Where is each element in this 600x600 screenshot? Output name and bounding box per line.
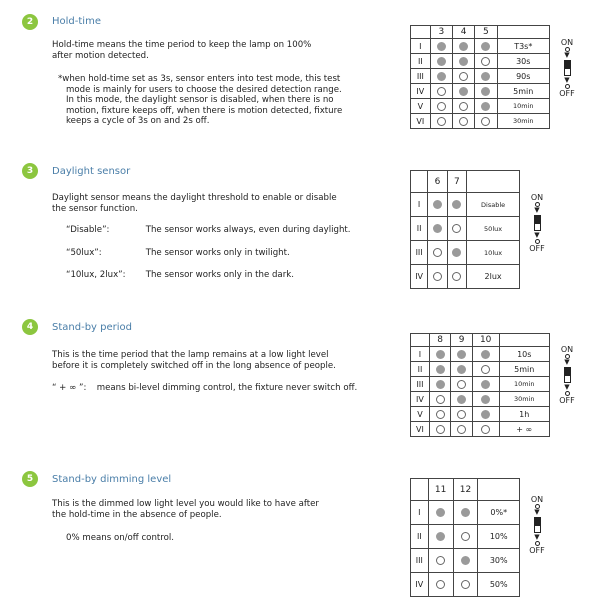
dip-position-cell bbox=[452, 114, 474, 129]
desc-line: Daylight sensor means the daylight threshold to enable or disable bbox=[52, 193, 337, 203]
table-row bbox=[411, 377, 550, 392]
definition-meaning: The sensor works only in the dark. bbox=[145, 270, 294, 280]
setting-value: 30s bbox=[497, 54, 549, 69]
test-mode-note bbox=[58, 74, 388, 127]
table-row bbox=[411, 362, 550, 377]
filled-circle-icon bbox=[437, 72, 446, 81]
arrow-down-icon: ▼ bbox=[534, 206, 540, 214]
section-description bbox=[52, 350, 412, 372]
header-blank-cell bbox=[411, 171, 428, 193]
dip-position-cell bbox=[451, 407, 472, 422]
empty-circle-icon bbox=[459, 117, 468, 126]
dip-position-cell bbox=[452, 99, 474, 114]
empty-circle-icon bbox=[433, 272, 442, 281]
dip-position-cell bbox=[428, 217, 447, 241]
empty-circle-icon bbox=[481, 365, 490, 374]
filled-circle-icon bbox=[452, 248, 461, 257]
empty-circle-icon bbox=[436, 425, 445, 434]
empty-circle-icon bbox=[459, 72, 468, 81]
dip-position-cell bbox=[429, 392, 450, 407]
dip-position-cell bbox=[475, 69, 497, 84]
table-header-row bbox=[411, 26, 550, 39]
filled-circle-icon bbox=[452, 200, 461, 209]
table-row bbox=[411, 573, 520, 597]
filled-circle-icon bbox=[459, 42, 468, 51]
dip-position-cell bbox=[447, 193, 466, 217]
setting-value: 2lux bbox=[467, 265, 520, 289]
filled-circle-icon bbox=[436, 365, 445, 374]
desc-line: the sensor function. bbox=[52, 204, 138, 214]
setting-value: 10min bbox=[497, 99, 549, 114]
filled-circle-icon bbox=[461, 508, 470, 517]
section-description bbox=[52, 40, 392, 62]
filled-circle-icon bbox=[436, 508, 445, 517]
filled-circle-icon bbox=[457, 395, 466, 404]
row-label: IV bbox=[411, 392, 430, 407]
filled-circle-icon bbox=[481, 42, 490, 51]
setting-value: 10lux bbox=[467, 241, 520, 265]
row-label: I bbox=[411, 39, 431, 54]
table-row bbox=[411, 549, 520, 573]
filled-circle-icon bbox=[481, 72, 490, 81]
dip-position-cell bbox=[428, 573, 453, 597]
definition-row bbox=[52, 383, 357, 393]
dip-position-cell bbox=[451, 392, 472, 407]
filled-circle-icon bbox=[436, 532, 445, 541]
table-row bbox=[411, 54, 550, 69]
dip-position-cell bbox=[472, 422, 499, 437]
filled-circle-icon bbox=[433, 224, 442, 233]
table-row bbox=[411, 84, 550, 99]
arrow-down-icon: ▼ bbox=[564, 383, 570, 391]
setting-value: Disable bbox=[467, 193, 520, 217]
table-header-row bbox=[411, 479, 520, 501]
definition-meaning: The sensor works only in twilight. bbox=[145, 248, 290, 258]
dip-position-cell bbox=[447, 265, 466, 289]
table-row bbox=[411, 114, 550, 129]
dip-position-cell bbox=[472, 407, 499, 422]
filled-circle-icon bbox=[433, 200, 442, 209]
off-label: OFF bbox=[559, 89, 575, 98]
row-label: III bbox=[411, 241, 428, 265]
dip-position-cell bbox=[430, 84, 452, 99]
switch-column-header: 8 bbox=[429, 334, 450, 347]
setting-value: 10% bbox=[478, 525, 520, 549]
dip-position-cell bbox=[447, 241, 466, 265]
dip-position-cell bbox=[475, 54, 497, 69]
row-label: II bbox=[411, 217, 428, 241]
arrow-down-icon: ▼ bbox=[534, 533, 540, 541]
dip-position-cell bbox=[451, 362, 472, 377]
row-label: III bbox=[411, 377, 430, 392]
row-label: VI bbox=[411, 422, 430, 437]
section-number-badge: 5 bbox=[22, 471, 38, 487]
toggle-switch-icon bbox=[534, 517, 541, 533]
definition-row bbox=[66, 270, 294, 280]
empty-circle-icon bbox=[461, 580, 470, 589]
definition-term: “50lux”: bbox=[66, 248, 102, 258]
on-label: ON bbox=[560, 345, 574, 354]
setting-value: 1h bbox=[499, 407, 549, 422]
empty-circle-icon bbox=[459, 102, 468, 111]
dip-switch-diagram bbox=[555, 345, 579, 405]
section-title: Hold-time bbox=[52, 16, 101, 27]
empty-circle-icon bbox=[481, 425, 490, 434]
dip-switch-diagram bbox=[525, 193, 549, 253]
dip-switch-diagram bbox=[525, 495, 549, 555]
row-label: IV bbox=[411, 265, 428, 289]
empty-circle-icon bbox=[457, 410, 466, 419]
desc-line: This is the dimmed low light level you would like to have after bbox=[52, 499, 319, 509]
table-row bbox=[411, 99, 550, 114]
definition-row bbox=[66, 248, 290, 258]
empty-circle-icon bbox=[437, 102, 446, 111]
row-label: VI bbox=[411, 114, 431, 129]
table-row bbox=[411, 501, 520, 525]
setting-value: 0%* bbox=[478, 501, 520, 525]
empty-circle-icon bbox=[457, 425, 466, 434]
header-blank-cell bbox=[478, 479, 520, 501]
dip-position-cell bbox=[428, 525, 453, 549]
empty-circle-icon bbox=[461, 532, 470, 541]
definition-term: “ + ∞ ”: bbox=[52, 383, 87, 393]
section-number-badge: 3 bbox=[22, 163, 38, 179]
setting-value: 5min bbox=[499, 362, 549, 377]
dip-position-cell bbox=[451, 347, 472, 362]
header-blank-cell bbox=[411, 334, 430, 347]
toggle-switch-icon bbox=[564, 60, 571, 76]
dip-position-cell bbox=[428, 193, 447, 217]
header-blank-cell bbox=[467, 171, 520, 193]
row-label: I bbox=[411, 501, 429, 525]
desc-line: This is the time period that the lamp remains at a low light level bbox=[52, 350, 329, 360]
arrow-down-icon: ▼ bbox=[534, 231, 540, 239]
dip-position-cell bbox=[429, 347, 450, 362]
dip-position-cell bbox=[453, 549, 478, 573]
daylight-switch-table bbox=[410, 170, 520, 289]
standby-dimming-switch-table bbox=[410, 478, 520, 597]
table-row bbox=[411, 217, 520, 241]
row-label: V bbox=[411, 99, 431, 114]
empty-circle-icon bbox=[481, 57, 490, 66]
table-row bbox=[411, 407, 550, 422]
definition-row bbox=[66, 225, 351, 235]
dip-position-cell bbox=[447, 217, 466, 241]
section-number-badge: 4 bbox=[22, 319, 38, 335]
switch-column-header: 11 bbox=[428, 479, 453, 501]
table-row bbox=[411, 392, 550, 407]
note-line: *when hold-time set as 3s, sensor enters into test mode, this test bbox=[58, 74, 341, 84]
note-line: keeps a cycle of 3s on and 2s off. bbox=[66, 116, 210, 126]
row-label: IV bbox=[411, 84, 431, 99]
dip-position-cell bbox=[430, 54, 452, 69]
setting-value: 50% bbox=[478, 573, 520, 597]
desc-line: after motion detected. bbox=[52, 51, 149, 61]
row-label: V bbox=[411, 407, 430, 422]
definition-term: “Disable”: bbox=[66, 225, 110, 235]
dip-position-cell bbox=[428, 241, 447, 265]
arrow-down-icon: ▼ bbox=[534, 508, 540, 516]
empty-circle-icon bbox=[481, 117, 490, 126]
empty-circle-icon bbox=[437, 117, 446, 126]
arrow-down-icon: ▼ bbox=[564, 51, 570, 59]
table-row bbox=[411, 525, 520, 549]
empty-circle-icon bbox=[452, 224, 461, 233]
table-row bbox=[411, 69, 550, 84]
row-label: I bbox=[411, 193, 428, 217]
row-label: IV bbox=[411, 573, 429, 597]
filled-circle-icon bbox=[437, 42, 446, 51]
header-blank-cell bbox=[499, 334, 549, 347]
switch-column-header: 7 bbox=[447, 171, 466, 193]
dip-position-cell bbox=[429, 407, 450, 422]
toggle-switch-icon bbox=[534, 215, 541, 231]
dip-position-cell bbox=[452, 54, 474, 69]
setting-value: 30% bbox=[478, 549, 520, 573]
table-header-row bbox=[411, 334, 550, 347]
dip-position-cell bbox=[428, 501, 453, 525]
switch-column-header: 9 bbox=[451, 334, 472, 347]
row-label: III bbox=[411, 549, 429, 573]
dip-position-cell bbox=[472, 392, 499, 407]
section-number-badge: 2 bbox=[22, 14, 38, 30]
table-row bbox=[411, 39, 550, 54]
row-label: II bbox=[411, 362, 430, 377]
dip-position-cell bbox=[430, 114, 452, 129]
dip-position-cell bbox=[475, 114, 497, 129]
dip-position-cell bbox=[429, 362, 450, 377]
section-description bbox=[52, 193, 392, 215]
filled-circle-icon bbox=[437, 57, 446, 66]
dip-position-cell bbox=[475, 84, 497, 99]
setting-value: 30min bbox=[499, 392, 549, 407]
filled-circle-icon bbox=[481, 395, 490, 404]
dip-position-cell bbox=[472, 362, 499, 377]
filled-circle-icon bbox=[459, 87, 468, 96]
dip-position-cell bbox=[453, 573, 478, 597]
empty-circle-icon bbox=[436, 580, 445, 589]
dip-position-cell bbox=[429, 377, 450, 392]
empty-circle-icon bbox=[436, 410, 445, 419]
switch-column-header: 6 bbox=[428, 171, 447, 193]
arrow-down-icon: ▼ bbox=[564, 76, 570, 84]
dip-position-cell bbox=[451, 377, 472, 392]
dip-position-cell bbox=[430, 39, 452, 54]
hold-time-switch-table bbox=[410, 25, 550, 129]
empty-circle-icon bbox=[452, 272, 461, 281]
table-row bbox=[411, 241, 520, 265]
desc-line: the hold-time in the absence of people. bbox=[52, 510, 222, 520]
note-line: mode is mainly for users to choose the desired detection range. bbox=[66, 84, 342, 95]
arrow-down-icon: ▼ bbox=[564, 358, 570, 366]
header-blank-cell bbox=[411, 26, 431, 39]
filled-circle-icon bbox=[481, 350, 490, 359]
empty-circle-icon bbox=[433, 248, 442, 257]
table-header-row bbox=[411, 171, 520, 193]
filled-circle-icon bbox=[481, 380, 490, 389]
off-label: OFF bbox=[529, 546, 545, 555]
desc-line: before it is completely switched off in the long absence of people. bbox=[52, 361, 336, 371]
dip-position-cell bbox=[430, 99, 452, 114]
filled-circle-icon bbox=[481, 410, 490, 419]
empty-circle-icon bbox=[457, 380, 466, 389]
setting-value: 50lux bbox=[467, 217, 520, 241]
filled-circle-icon bbox=[436, 380, 445, 389]
off-label: OFF bbox=[529, 244, 545, 253]
definition-meaning: The sensor works always, even during daylight. bbox=[145, 225, 351, 235]
table-row bbox=[411, 422, 550, 437]
on-label: ON bbox=[530, 193, 544, 202]
note-line: In this mode, the daylight sensor is disabled, when there is no bbox=[66, 95, 334, 105]
table-row bbox=[411, 265, 520, 289]
dip-position-cell bbox=[472, 377, 499, 392]
row-label: III bbox=[411, 69, 431, 84]
section-title: Stand-by dimming level bbox=[52, 474, 172, 485]
filled-circle-icon bbox=[481, 102, 490, 111]
dip-position-cell bbox=[430, 69, 452, 84]
dip-position-cell bbox=[472, 347, 499, 362]
extra-note: 0% means on/off control. bbox=[66, 533, 174, 543]
setting-value: + ∞ bbox=[499, 422, 549, 437]
setting-value: 10s bbox=[499, 347, 549, 362]
table-row bbox=[411, 193, 520, 217]
on-label: ON bbox=[560, 38, 574, 47]
switch-column-header: 5 bbox=[475, 26, 497, 39]
note-line: motion, fixture keeps off, when there is motion detected, fixture bbox=[66, 105, 343, 116]
filled-circle-icon bbox=[457, 350, 466, 359]
dip-position-cell bbox=[452, 69, 474, 84]
switch-column-header: 12 bbox=[453, 479, 478, 501]
filled-circle-icon bbox=[436, 350, 445, 359]
dip-position-cell bbox=[451, 422, 472, 437]
section-title: Stand-by period bbox=[52, 322, 132, 333]
dip-position-cell bbox=[453, 501, 478, 525]
setting-value: T3s* bbox=[497, 39, 549, 54]
standby-period-switch-table bbox=[410, 333, 550, 437]
filled-circle-icon bbox=[459, 57, 468, 66]
row-label: II bbox=[411, 54, 431, 69]
definition-meaning: means bi-level dimming control, the fixture never switch off. bbox=[96, 383, 358, 393]
section-description bbox=[52, 499, 392, 521]
setting-value: 10min bbox=[499, 377, 549, 392]
table-row bbox=[411, 347, 550, 362]
empty-circle-icon bbox=[437, 87, 446, 96]
switch-column-header: 10 bbox=[472, 334, 499, 347]
dip-position-cell bbox=[429, 422, 450, 437]
section-title: Daylight sensor bbox=[52, 166, 131, 177]
dip-position-cell bbox=[428, 549, 453, 573]
header-blank-cell bbox=[497, 26, 549, 39]
switch-column-header: 4 bbox=[452, 26, 474, 39]
switch-column-header: 3 bbox=[430, 26, 452, 39]
dip-position-cell bbox=[428, 265, 447, 289]
row-label: II bbox=[411, 525, 429, 549]
dip-position-cell bbox=[475, 99, 497, 114]
on-label: ON bbox=[530, 495, 544, 504]
dip-position-cell bbox=[452, 84, 474, 99]
empty-circle-icon bbox=[436, 556, 445, 565]
setting-value: 30min bbox=[497, 114, 549, 129]
desc-line: Hold-time means the time period to keep the lamp on 100% bbox=[52, 40, 312, 50]
filled-circle-icon bbox=[481, 87, 490, 96]
setting-value: 90s bbox=[497, 69, 549, 84]
definition-term: “10lux, 2lux”: bbox=[66, 270, 126, 280]
dip-position-cell bbox=[453, 525, 478, 549]
filled-circle-icon bbox=[457, 365, 466, 374]
empty-circle-icon bbox=[436, 395, 445, 404]
setting-value: 5min bbox=[497, 84, 549, 99]
dip-position-cell bbox=[452, 39, 474, 54]
dip-position-cell bbox=[475, 39, 497, 54]
header-blank-cell bbox=[411, 479, 429, 501]
off-label: OFF bbox=[559, 396, 575, 405]
toggle-switch-icon bbox=[564, 367, 571, 383]
dip-switch-diagram bbox=[555, 38, 579, 98]
row-label: I bbox=[411, 347, 430, 362]
filled-circle-icon bbox=[461, 556, 470, 565]
